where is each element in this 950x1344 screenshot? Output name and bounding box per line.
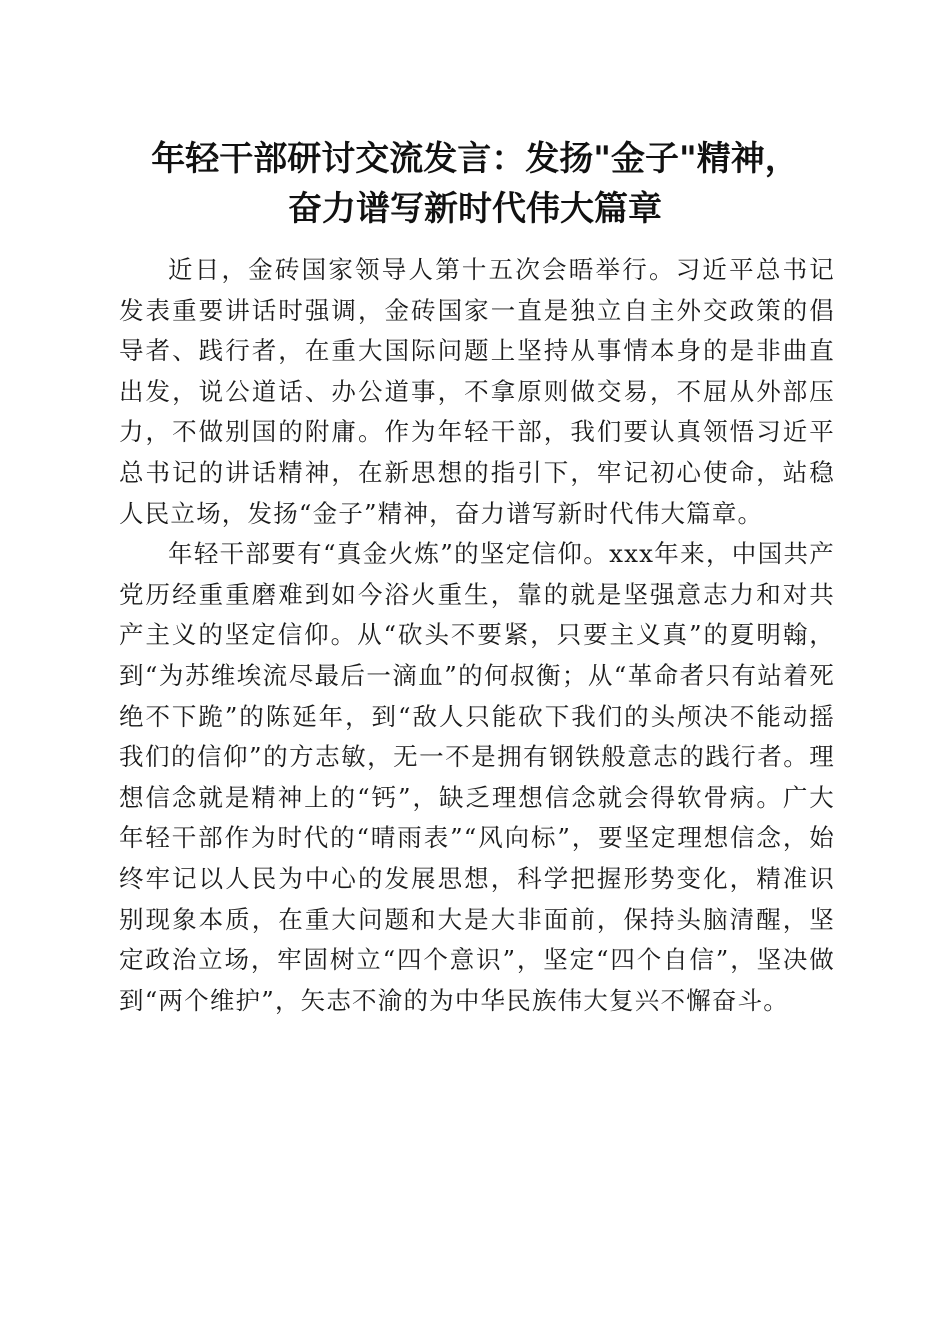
title-line-2: 奋力谱写新时代伟大篇章	[288, 189, 662, 229]
title-line-1: 年轻干部研讨交流发言：发扬"金子"精神，	[151, 139, 799, 179]
document-title	[100, 134, 850, 234]
document-body	[119, 250, 835, 1021]
paragraph-1: 近日，金砖国家领导人第十五次会晤举行。习近平总书记发表重要讲话时强调，金砖国家一直是独立自主外交政策的倡导者、践行者，在重大国际问题上坚持从事情本身的是非曲直出发，说公道话、办公道事，不拿原则做交易，不屈从外部压力，不做别国的附庸。作为年轻干部，我们要认真领悟习近平总书记的讲话精神，在新思想的指引下，牢记初心使命，站稳人民立场，发扬“金子”精神，奋力谱写新时代伟大篇章。	[119, 255, 835, 528]
paragraph-2: 年轻干部要有“真金火炼”的坚定信仰。xxx年来，中国共产党历经重重磨难到如今浴火重生，靠的就是坚强意志力和对共产主义的坚定信仰。从“砍头不要紧，只要主义真”的夏明翰，到“为苏维埃流尽最后一滴血”的何叔衡；从“革命者只有站着死绝不下跪”的陈延年，到“敌人只能砍下我们的头颅决不能动摇我们的信仰”的方志敏，无一不是拥有钢铁般意志的践行者。理想信念就是精神上的“钙”，缺乏理想信念就会得软骨病。广大年轻干部作为时代的“晴雨表”“风向标”，要坚定理想信念，始终牢记以人民为中心的发展思想，科学把握形势变化，精准识别现象本质，在重大问题和大是大非面前，保持头脑清醒，坚定政治立场，牢固树立“四个意识”，坚定“四个自信”，坚决做到“两个维护”，矢志不渝的为中华民族伟大复兴不懈奋斗。	[119, 539, 835, 1015]
